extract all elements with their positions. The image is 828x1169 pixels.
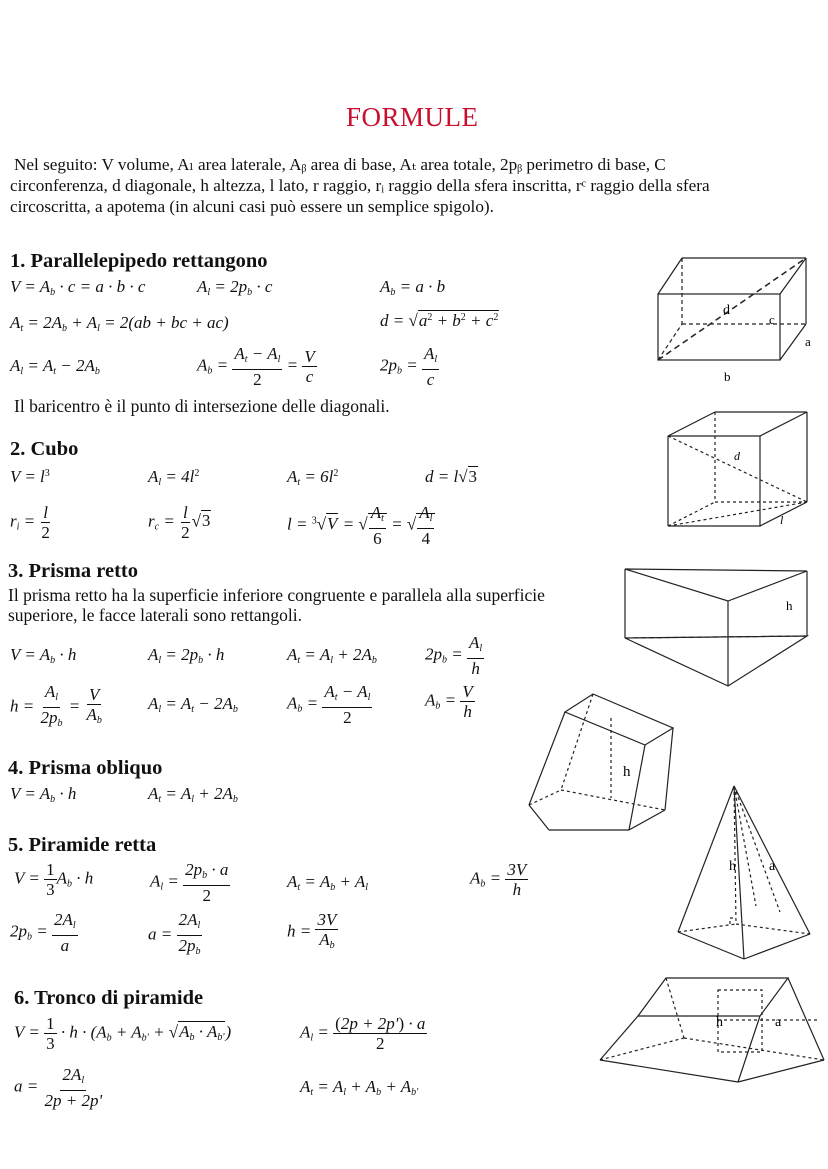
cube-figure (660, 434, 825, 534)
formula-prism-lateral: $A_l = 2p_b \cdot h$ (148, 645, 225, 666)
right-prism-text-1: Il prisma retto ha la superficie inferiore congruente e parallela alla superficie (8, 585, 545, 605)
formula-pyramid-total: $A_t = A_b + A_l$ (287, 872, 369, 893)
formula-diagonal: $d = √a^2 + b^2 + c^2$ (380, 311, 499, 330)
intro-line-2: circonferenza, d diagonale, h altezza, l lato, r raggio, rᵢ raggio della sfera inscritta, rᶜ raggio della sfera (10, 176, 710, 195)
label-c: c (769, 312, 775, 327)
formula-cube-side: l = $^3$√V = √ $\frac{A_t}{6}$ = √ $\frac{A_l}{4}$ (287, 503, 435, 548)
formula-total-area: $A_t = 2A_b + A_l = 2(ab$ + bc + ac) (10, 313, 229, 334)
right-prism-figure (622, 566, 826, 691)
formula-prism-perimeter: $2p_b$ = $\frac{A_l}{h}$ (425, 633, 483, 678)
formula-prism-base-from-volume: $A_b$ = $\frac{V}{h}$ (425, 682, 473, 721)
formula-circumscribed-radius: $r_c$ = $\frac{l}{2}$ √3 (148, 503, 211, 542)
label-h: h (729, 859, 736, 874)
formula-pyramid-apothem: a = $\frac{2A_l}{2p_b}$ (148, 910, 201, 957)
formula-lateral-area: $A_l = 2p_b \cdot c$ (197, 277, 273, 298)
label-a: a (775, 1015, 782, 1030)
formula-prism-height: h = $\frac{A_l}{2p_b}$ = $\frac{V}{A_b}$ (10, 682, 102, 729)
label-d: d (723, 303, 730, 318)
formula-pyramid-volume: V = $\frac{1}{3}$ $A_b \cdot h$ (14, 860, 94, 899)
formula-frustum-total: $A_t = A_l + A_b + A_{b'}$ (300, 1077, 419, 1098)
page-title: FORMULE (346, 102, 479, 132)
formula-frustum-volume: V = $\frac{1}{3}$ · $h \cdot (A_b + A_{b'} + √A_b \cdot A_{b'})$ (14, 1014, 232, 1053)
formula-base-perimeter: $2p_b$ = $\frac{A_l}{c}$ (380, 344, 438, 389)
label-a: a (805, 334, 811, 349)
formula-base-from-total: $A_b$ = $\frac{A_t - A_l}{2}$ = $\frac{V}{c}$ (197, 344, 315, 389)
intro-text (10, 154, 822, 217)
formula-prism-volume: $V = A_b \cdot h$ (10, 645, 77, 666)
barycenter-note: Il baricentro è il punto di intersezione delle diagonali. (14, 396, 390, 416)
formula-lateral-from-total: $A_l = A_t - 2A_b$ (10, 356, 100, 377)
formula-cube-volume: $V = l^3$ (10, 467, 50, 486)
label-l: l (780, 513, 784, 527)
formula-volume: $V = A_b \cdot c = a \cdot b \cdot c$ (10, 277, 146, 298)
formula-oblique-total: $A_t = A_l + 2A_b$ (148, 784, 238, 805)
frustum-figure (598, 972, 826, 1084)
label-b: b (724, 369, 731, 384)
section-heading-pyramid: 5. Piramide retta (8, 834, 157, 856)
formula-prism-total: $A_t = A_l + 2A_b$ (287, 645, 377, 666)
label-h: h (623, 764, 631, 780)
formula-cube-lateral: $A_l = 4l^2$ (148, 467, 200, 488)
formula-pyramid-base: $A_b$ = $\frac{3V}{h}$ (470, 860, 527, 899)
formula-cube-diagonal: d = l√3 (425, 467, 478, 486)
parallelepiped-figure (650, 254, 825, 384)
intro-line-1: Nel seguito: V volume, Aₗ area laterale, Aᵦ area di base, Aₜ area totale, 2pᵦ perimetro di base, C (14, 155, 666, 174)
oblique-prism-figure (525, 690, 685, 835)
pyramid-figure (676, 784, 826, 964)
label-a: a (769, 859, 776, 874)
formula-oblique-volume: $V = A_b \cdot h$ (10, 784, 77, 805)
label-h: h (786, 598, 793, 613)
formula-pyramid-perimeter: $2p_b$ = $\frac{2A_l}{a}$ (10, 910, 76, 955)
formula-cube-total: $A_t = 6l^2$ (287, 467, 339, 488)
formula-base-area: $A_b = a \cdot b$ (380, 277, 446, 298)
section-heading-cube: 2. Cubo (10, 438, 79, 460)
label-h: h (716, 1015, 723, 1030)
section-heading-right-prism: 3. Prisma retto (8, 560, 138, 582)
formula-frustum-apothem: a = $\frac{2A_l}{2p + 2p'}$ (14, 1065, 103, 1110)
formula-inscribed-radius: $r_i$ = $\frac{l}{2}$ (10, 503, 50, 542)
label-d: d (734, 449, 740, 463)
formula-pyramid-height: h = $\frac{3V}{A_b}$ (287, 910, 337, 951)
formula-prism-lateral-from-total: $A_l = A_t - 2A_b$ (148, 694, 238, 715)
right-prism-text-2: superiore, le facce laterali sono rettangoli. (8, 605, 302, 625)
section-heading-frustum: 6. Tronco di piramide (14, 987, 204, 1009)
intro-line-3: circoscritta, a apotema (in alcuni casi può essere un semplice spigolo). (10, 197, 494, 216)
formula-frustum-lateral: $A_l$ = $\frac{(2p + 2p') \cdot a}{2}$ (300, 1014, 426, 1053)
formula-prism-base-from-total: $A_b$ = $\frac{A_t - A_l}{2}$ (287, 682, 371, 727)
formula-pyramid-lateral: $A_l$ = $\frac{2p_b \cdot a}{2}$ (150, 860, 229, 905)
section-heading-parallelepiped: 1. Parallelepipedo rettangono (10, 250, 268, 272)
section-heading-oblique-prism: 4. Prisma obliquo (8, 757, 163, 779)
